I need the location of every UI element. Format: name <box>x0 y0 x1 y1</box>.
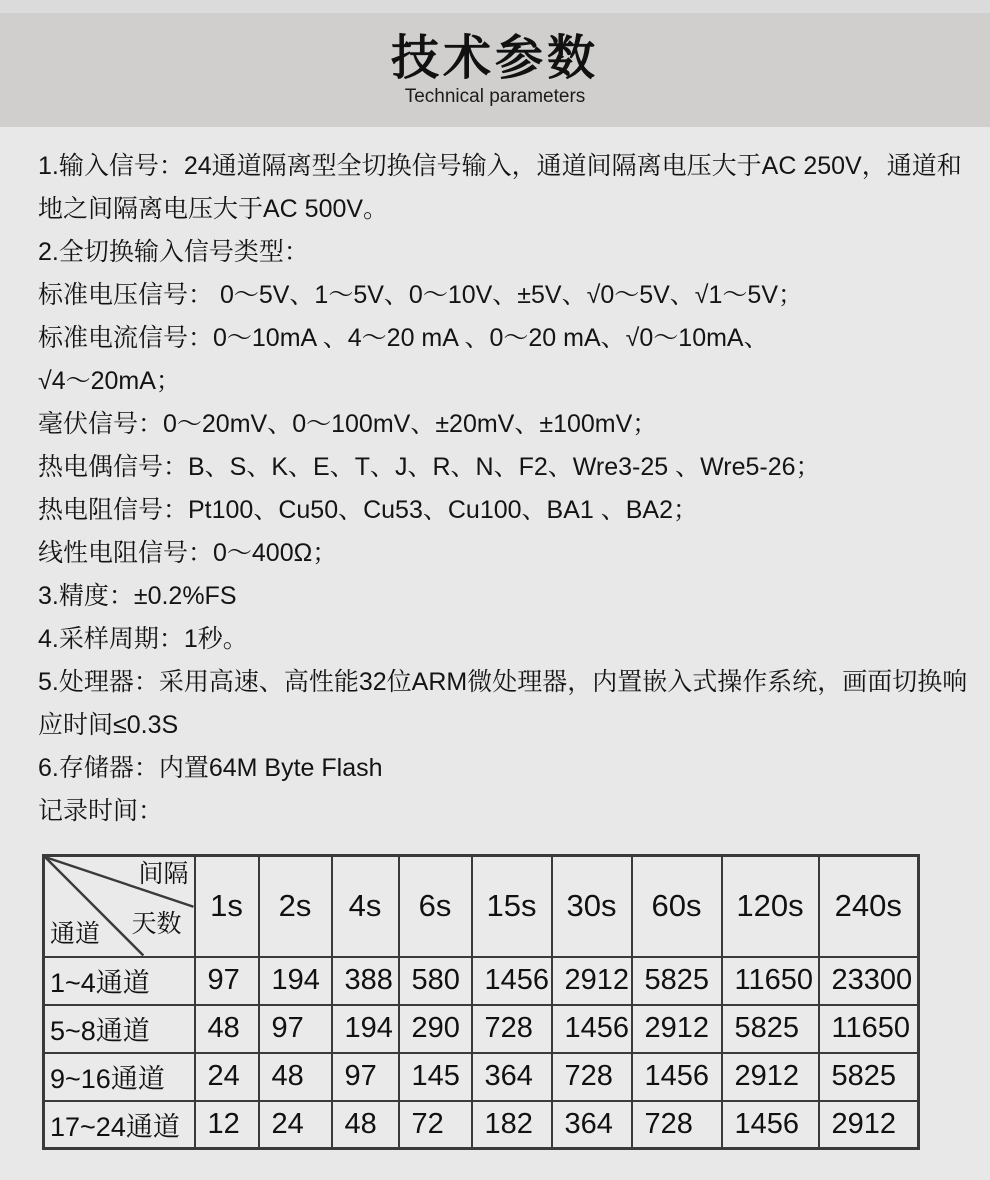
table-corner-cell <box>44 856 195 957</box>
table-row <box>44 957 919 1005</box>
cell-value: 728 <box>472 1005 552 1053</box>
table-row <box>44 1101 919 1149</box>
cell-value: 72 <box>399 1101 472 1149</box>
cell-value: 728 <box>552 1053 632 1101</box>
corner-label-interval: 间隔 <box>138 860 189 888</box>
spec-line-voltage-signal: 标准电压信号： 0～5V、1～5V、0～10V、±5V、√0～5V、√1～5V； <box>38 281 804 309</box>
row-label-ch17-24: 17~24通道 <box>44 1101 195 1149</box>
spec-line-processor-2: 应时间≤0.3S <box>38 711 179 739</box>
column-header-1s: 1s <box>195 856 259 957</box>
cell-value: 97 <box>332 1053 399 1101</box>
cell-value: 24 <box>195 1053 259 1101</box>
cell-value: 1456 <box>552 1005 632 1053</box>
table-header-row <box>44 856 919 957</box>
cell-value: 48 <box>332 1101 399 1149</box>
cell-value: 388 <box>332 957 399 1005</box>
cell-value: 11650 <box>819 1005 919 1053</box>
cell-value: 145 <box>399 1053 472 1101</box>
cell-value: 364 <box>472 1053 552 1101</box>
row-label-ch1-4: 1~4通道 <box>44 957 195 1005</box>
spec-line-current-signal: 标准电流信号：0～10mA 、4～20 mA 、0～20 mA、√0～10mA、 <box>38 324 769 352</box>
page-header <box>0 13 990 127</box>
spec-text-block <box>38 145 970 833</box>
cell-value: 5825 <box>722 1005 819 1053</box>
cell-value: 48 <box>195 1005 259 1053</box>
page-subtitle: Technical parameters <box>404 86 586 107</box>
cell-value: 290 <box>399 1005 472 1053</box>
page-title: 技术参数 <box>390 32 599 85</box>
cell-value: 2912 <box>819 1101 919 1149</box>
cell-value: 2912 <box>552 957 632 1005</box>
table-row <box>44 1053 919 1101</box>
spec-line-current-signal-2: √4～20mA； <box>38 367 181 395</box>
table-row <box>44 1005 919 1053</box>
cell-value: 364 <box>552 1101 632 1149</box>
cell-value: 97 <box>195 957 259 1005</box>
spec-line-accuracy: 3.精度：±0.2%FS <box>38 582 237 610</box>
column-header-30s: 30s <box>552 856 632 957</box>
cell-value: 24 <box>259 1101 332 1149</box>
spec-line-processor: 5.处理器：采用高速、高性能32位ARM微处理器，内置嵌入式操作系统，画面切换响 <box>38 668 968 696</box>
cell-value: 2912 <box>722 1053 819 1101</box>
cell-value: 580 <box>399 957 472 1005</box>
column-header-240s: 240s <box>819 856 919 957</box>
corner-label-days: 天数 <box>131 910 182 938</box>
spec-line-storage: 6.存储器：内置64M Byte Flash <box>38 754 383 782</box>
cell-value: 1456 <box>472 957 552 1005</box>
cell-value: 194 <box>259 957 332 1005</box>
spec-line-input-signal-2: 地之间隔离电压大于AC 500V。 <box>38 195 389 223</box>
cell-value: 97 <box>259 1005 332 1053</box>
cell-value: 1456 <box>632 1053 722 1101</box>
cell-value: 23300 <box>819 957 919 1005</box>
spec-line-input-signal: 1.输入信号：24通道隔离型全切换信号输入，通道间隔离电压大于AC 250V，通道和 <box>38 152 962 180</box>
column-header-6s: 6s <box>399 856 472 957</box>
column-header-2s: 2s <box>259 856 332 957</box>
row-label-ch9-16: 9~16通道 <box>44 1053 195 1101</box>
spec-line-rtd-signal: 热电阻信号：Pt100、Cu50、Cu53、Cu100、BA1 、BA2； <box>38 496 698 524</box>
cell-value: 12 <box>195 1101 259 1149</box>
cell-value: 182 <box>472 1101 552 1149</box>
column-header-120s: 120s <box>722 856 819 957</box>
column-header-15s: 15s <box>472 856 552 957</box>
column-header-4s: 4s <box>332 856 399 957</box>
cell-value: 728 <box>632 1101 722 1149</box>
cell-value: 48 <box>259 1053 332 1101</box>
cell-value: 5825 <box>632 957 722 1005</box>
cell-value: 11650 <box>722 957 819 1005</box>
corner-label-channel: 通道 <box>50 919 101 948</box>
cell-value: 194 <box>332 1005 399 1053</box>
record-time-table <box>42 854 920 1150</box>
row-label-ch5-8: 5~8通道 <box>44 1005 195 1053</box>
cell-value: 1456 <box>722 1101 819 1149</box>
spec-line-sampling-period: 4.采样周期：1秒。 <box>38 625 248 653</box>
top-strip <box>0 0 990 13</box>
cell-value: 2912 <box>632 1005 722 1053</box>
spec-line-thermocouple: 热电偶信号：B、S、K、E、T、J、R、N、F2、Wre3-25 、Wre5-26； <box>38 453 821 481</box>
spec-line-linear-resistance: 线性电阻信号：0～400Ω； <box>38 539 338 567</box>
cell-value: 5825 <box>819 1053 919 1101</box>
spec-line-signal-types: 2.全切换输入信号类型： <box>38 238 309 266</box>
spec-line-record-time: 记录时间： <box>38 797 164 825</box>
spec-line-millivolt-signal: 毫伏信号：0～20mV、0～100mV、±20mV、±100mV； <box>38 410 658 438</box>
column-header-60s: 60s <box>632 856 722 957</box>
